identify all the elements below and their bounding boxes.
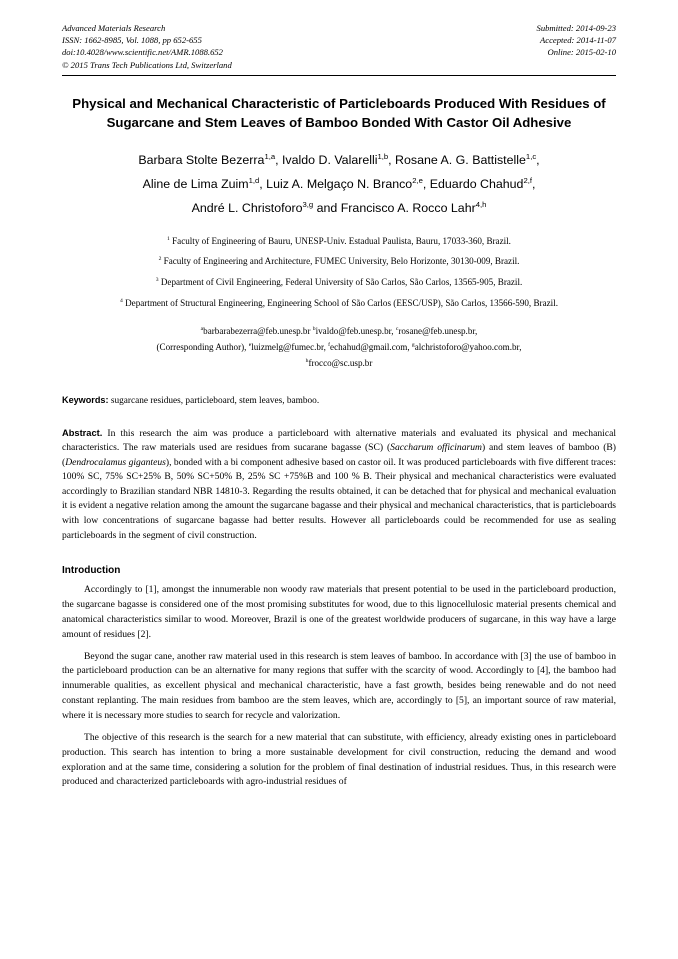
email-line-3: $^h$frocco@sc.usp.br [305,358,373,369]
abstract-section [62,426,616,544]
email-line-1: $^a$barbarabezerra@feb.unesp.br $^b$ivaldo@feb.unesp.br, $^c$rosane@feb.unesp.br, [200,326,478,337]
affiliation-2: $^2$ Faculty of Engineering and Architecture, FUMEC University, Belo Horizonte, 30130-009, Brazil. [158,256,520,267]
affiliation-4: $^4$ Department of Structural Engineering, Engineering School of São Carlos (EESC/USP), São Carlos, 13566-590, Brazil. [120,297,558,308]
author-line-3: André L. Christoforo$^{3,g}$ and Francisco A. Rocco Lahr$^{4,h}$ [191,200,487,216]
affiliations [62,235,616,311]
author-list [64,148,614,221]
intro-paragraph-1: Accordingly to [1], amongst the innumerable non woody raw materials that present potential to be used in the particleboard production, the sugarcane bagasse is considered one of the most promising substitutes for wood, due to this lignocellulosic material presents chemical and anatomical characteristics similar to wood. Moreover, Brazil is one of the greatest worldwide producers of sugarcane, in this way have a large amount of residues [2]. [62,584,616,640]
journal-doi: doi:10.4028/www.scientific.net/AMR.1088.652 [62,47,223,58]
affiliation-1: $^1$ Faculty of Engineering of Bauru, UNESP-Univ. Estadual Paulista, Bauru, 17033-360, Brazil. [167,235,511,246]
keywords-text: sugarcane residues, particleboard, stem leaves, bamboo. [108,395,320,406]
page-title: Physical and Mechanical Characteristic of Particleboards Produced With Residues of Sugarcane and Stem Leaves of Bamboo Bonded With Castor Oil Adhesive [72,95,606,130]
keywords-label: Keywords: [62,394,109,405]
date-submitted: Submitted: 2014-09-23 [536,23,616,33]
email-line-2: (Corresponding Author), $^e$luizmelg@fumec.br, $^f$echahud@gmail.com, $^g$alchristoforo@yahoo.com.br, [156,342,522,353]
journal-name: Advanced Materials Research [62,23,166,33]
page-header [62,22,616,71]
header-divider [62,75,616,76]
abstract-label: Abstract. [62,427,103,438]
date-accepted: Accepted: 2014-11-07 [540,35,616,46]
section-heading-introduction: Introduction [62,565,121,577]
keywords-section [62,395,616,406]
affiliation-3: $^3$ Department of Civil Engineering, Federal University of São Carlos, São Carlos, 13565-905, Brazil. [155,276,523,287]
journal-issn-volume: ISSN: 1662-8985, Vol. 1088, pp 652-655 [62,35,202,46]
intro-paragraph-2: Beyond the sugar cane, another raw material used in this research is stem leaves of bamboo. In accordance with [3] the use of bamboo in the particleboard production can be an alternative for many regions that suffer with the scarcity of wood. Accordingly to [4], the bamboo had innumerable qualities, as excellent physical and mechanical characteristic, have a fast growth, besides being renewable and do not need constant replanting. The main residues from bamboo are the stem leaves, which are, accordingly to [5], an important source of raw material, where it is necessary more studies to search for recycle and valorization. [62,650,616,721]
journal-copyright: © 2015 Trans Tech Publications Ltd, Switzerland [62,59,232,70]
date-online: Online: 2015-02-10 [547,47,616,58]
journal-info [62,22,232,71]
intro-paragraph-3: The objective of this research is the search for a new material that can substitute, with efficiency, already existing ones in particleboard production. This search has intention to bring a more sustainable development for civil construction, reducing the demand and wood exploration and at the same time, considering a solution for the problem of final destination of industrial residues. Thus, in this research were produced and characterized particleboards with agro-industrial residues of [62,731,616,788]
submission-dates [537,22,616,59]
author-line-2: Aline de Lima Zuim$^{1,d}$, Luiz A. Melgaço N. Branco$^{2,e}$, Eduardo Chahud$^{2,f}$, [142,176,536,192]
abstract-text: In this research the aim was produce a particleboard with alternative materials and evaluated its physical and mechanical characteristics. The raw materials used are residues from sucarane bagasse (SC) (Saccharum officinarum) and stem leaves of bamboo (B) (Dendrocalamus giganteus), bonded with a bi component adhesive based on castor oil. It was produced particleboards with five different traces: 100% SC, 75% SC+25% B, 50% SC+50% B, 25% SC +75%B and 100 % B. Their physical and mechanical characteristics were evaluated accordingly to Brazilian standard NBR 14810-3. Regarding the results obtained, it can be detached that for physical and mechanical evaluation it is evident a negative relation among the amount the sugarcane bagasse and their physical and mechanical characteristics, that is particleboards with low concentrations of sugarcane bagasse had better results. However all particleboards could be recommended for use as sealing particleboards in the segment of civil construction. [62,427,617,541]
author-line-1: Barbara Stolte Bezerra$^{1,a}$, Ivaldo D. Valarelli$^{1,b}$, Rosane A. G. Battistelle$^{1,c}$, [138,151,540,168]
author-emails [62,324,616,370]
